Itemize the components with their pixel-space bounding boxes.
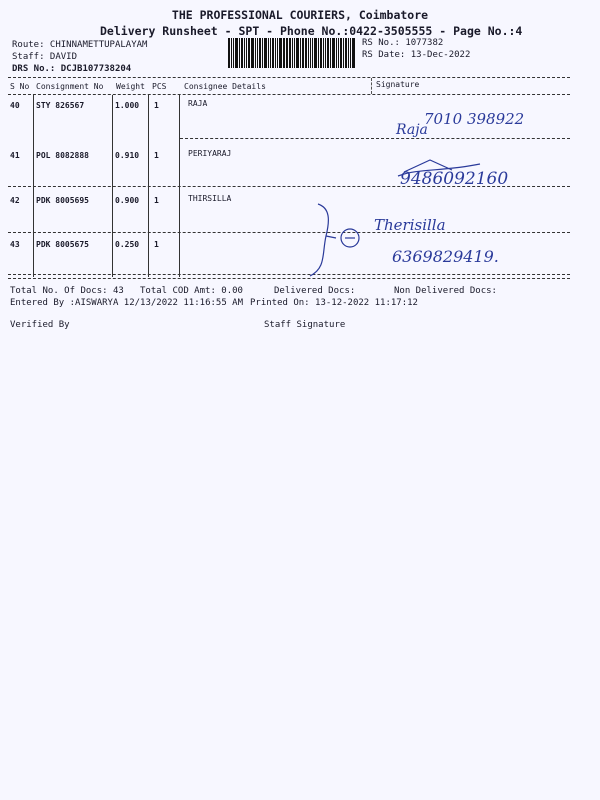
total-docs: Total No. Of Docs: 43: [10, 286, 124, 296]
entered-by: Entered By :AISWARYA 12/13/2022 11:16:55 AM: [10, 298, 243, 308]
row-consignment: PDK 8005675: [36, 240, 89, 249]
row-pcs: 1: [154, 151, 159, 160]
row-sno: 40: [10, 101, 20, 110]
non-delivered-docs: Non Delivered Docs:: [394, 286, 497, 296]
handwritten-phone: 9486092160: [400, 169, 509, 189]
company-title: THE PROFESSIONAL COURIERS, Coimbatore: [171, 8, 429, 22]
col-header-pcs: PCS: [152, 82, 167, 91]
col-header-sno: S No: [10, 82, 30, 91]
row-pcs: 1: [154, 101, 159, 110]
delivered-docs: Delivered Docs:: [274, 286, 356, 296]
handwritten-signature: Therisilla: [374, 216, 446, 234]
route-label: Route: CHINNAMETTUPALAYAM: [12, 40, 148, 50]
col-header-signature: Signature: [376, 80, 420, 89]
col-header-consignment: Consignment No: [36, 82, 104, 91]
row-weight: 1.000: [115, 101, 140, 110]
verified-by-label: Verified By: [10, 320, 70, 330]
row-weight: 0.900: [115, 196, 140, 205]
handwritten-bracket: [310, 204, 336, 276]
row-consignee: RAJA: [188, 99, 208, 108]
handwritten-phone: 6369829419.: [392, 247, 499, 266]
col-header-weight: Weight: [116, 82, 145, 91]
rs-number: RS No.: 1077382: [362, 38, 444, 48]
row-consignment: POL 8082888: [36, 151, 89, 160]
row-weight: 0.910: [115, 151, 140, 160]
rs-date: RS Date: 13-Dec-2022: [362, 50, 471, 60]
row-sno: 41: [10, 151, 20, 160]
col-header-consignee: Consignee Details: [184, 82, 266, 91]
row-sno: 42: [10, 196, 20, 205]
runsheet-subtitle: Delivery Runsheet - SPT - Phone No.:0422-3505555 - Page No.:4: [100, 24, 523, 38]
handwritten-signature: Raja: [396, 122, 428, 138]
handwriting-overlay: [0, 0, 600, 300]
row-consignment: STY 826567: [36, 101, 85, 110]
row-consignee: PERIYARAJ: [188, 149, 232, 158]
row-sno: 43: [10, 240, 20, 249]
staff-signature-label: Staff Signature: [264, 320, 346, 330]
row-pcs: 1: [154, 240, 159, 249]
total-cod: Total COD Amt: 0.00: [140, 286, 243, 296]
row-consignment: PDK 8005695: [36, 196, 89, 205]
handwritten-phone: 7010 398922: [424, 110, 525, 128]
row-pcs: 1: [154, 196, 159, 205]
row-weight: 0.250: [115, 240, 140, 249]
staff-label: Staff: DAVID: [12, 52, 78, 62]
drs-number: DRS No.: DCJB107738204: [12, 64, 132, 74]
row-consignee: THIRSILLA: [188, 194, 232, 203]
printed-on: Printed On: 13-12-2022 11:17:12: [250, 298, 418, 308]
